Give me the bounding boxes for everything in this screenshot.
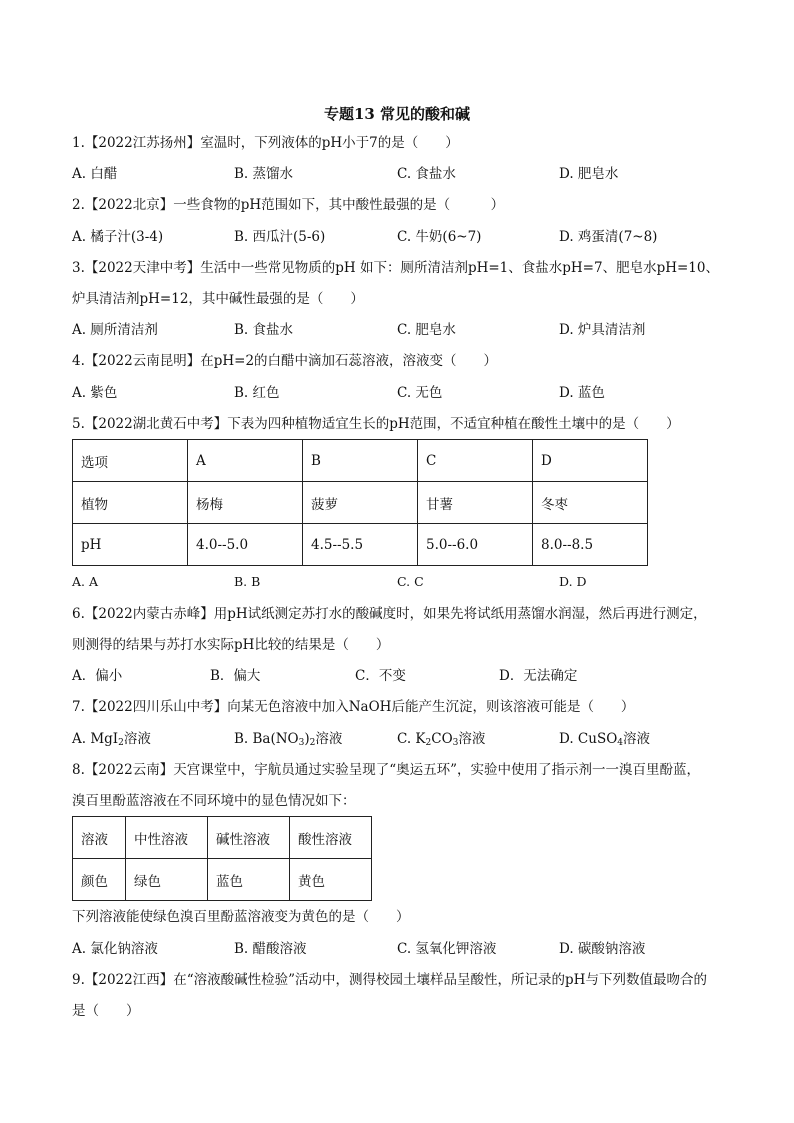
q4-option-b[interactable]: B. 红色 [234, 385, 280, 401]
q7-option-a-text: A. MgI [72, 731, 119, 747]
q5-table [72, 439, 648, 566]
subscript: 2 [425, 738, 432, 748]
table-cell: pH [73, 524, 188, 566]
q2-stem: 2.【2022北京】一些食物的pH范围如下，其中酸性最强的是（ ） [72, 197, 505, 213]
table-row [73, 524, 648, 566]
q7-option-d-text: D. CuSO [559, 731, 618, 747]
table-cell: 冬枣 [533, 482, 648, 524]
q3-option-a[interactable]: A. 厕所清洁剂 [72, 322, 158, 338]
q9-stem-line2: 是（ ） [72, 1003, 140, 1019]
q6-option-d[interactable]: D．无法确定 [499, 668, 578, 684]
q4-stem: 4.【2022云南昆明】在pH=2的白醋中滴加石蕊溶液，溶液变（ ） [72, 353, 498, 369]
table-cell: B [303, 440, 418, 482]
subscript: 2 [309, 738, 316, 748]
table-cell: 菠萝 [303, 482, 418, 524]
table-row [73, 859, 372, 901]
q2-option-b[interactable]: B. 西瓜汁(5-6) [234, 229, 326, 245]
table-cell: 5.0--6.0 [418, 524, 533, 566]
q7-option-c-mid: CO [431, 731, 453, 747]
table-cell: 中性溶液 [126, 817, 208, 859]
q9-stem-line1: 9.【2022江西】在“溶液酸碱性检验”活动中，测得校园土壤样品呈酸性，所记录的pH与下列数值最吻合的 [72, 972, 707, 988]
q6-stem-line1: 6.【2022内蒙古赤峰】用pH试纸测定苏打水的酸碱度时，如果先将试纸用蒸馏水润湿，然后再进行测定， [72, 606, 707, 622]
table-row [73, 482, 648, 524]
q6-option-a[interactable]: A．偏小 [72, 668, 123, 684]
q7-option-b-mid: ) [304, 731, 310, 747]
q7-option-c-suffix: 溶液 [458, 731, 486, 747]
q5-option-a[interactable]: A. A [72, 574, 99, 589]
q4-option-c[interactable]: C. 无色 [397, 385, 443, 401]
q7-stem: 7.【2022四川乐山中考】向某无色溶液中加入NaOH后能产生沉淀，则该溶液可能是（ ） [72, 699, 635, 715]
q8-table [72, 816, 372, 901]
q3-option-d[interactable]: D. 炉具清洁剂 [559, 322, 646, 338]
q3-stem-line1: 3.【2022天津中考】生活中一些常见物质的pH 如下：厕所清洁剂pH=1、食盐水pH=7、肥皂水pH=10、 [72, 260, 719, 276]
q8-option-c[interactable]: C. 氢氧化钾溶液 [397, 941, 497, 957]
q1-option-a[interactable]: A. 白醋 [72, 166, 118, 182]
q4-option-d[interactable]: D. 蓝色 [559, 385, 605, 401]
table-cell: A [188, 440, 303, 482]
q8-stem-line2: 溴百里酚蓝溶液在不同环境中的显色情况如下： [72, 793, 356, 809]
q8-question: 下列溶液能使绿色溴百里酚蓝溶液变为黄色的是（ ） [72, 909, 410, 925]
page-title: 专题13 常见的酸和碱 [323, 105, 471, 123]
q6-stem-line2: 则测得的结果与苏打水实际pH比较的结果是（ ） [72, 637, 390, 653]
q7-option-d-suffix: 溶液 [623, 731, 650, 747]
table-cell: 颜色 [73, 859, 126, 901]
q8-option-b[interactable]: B. 醋酸溶液 [234, 941, 307, 957]
q1-stem: 1.【2022江苏扬州】室温时，下列液体的pH小于7的是（ ） [72, 135, 459, 151]
q8-option-a[interactable]: A. 氯化钠溶液 [72, 941, 158, 957]
table-cell: D [533, 440, 648, 482]
table-cell: 黄色 [290, 859, 372, 901]
table-cell: 酸性溶液 [290, 817, 372, 859]
table-cell: 植物 [73, 482, 188, 524]
q7-option-d[interactable] [559, 729, 650, 749]
q2-option-c[interactable]: C. 牛奶(6~7) [397, 229, 482, 245]
q1-option-b[interactable]: B. 蒸馏水 [234, 166, 294, 182]
subscript: 3 [452, 738, 459, 748]
q2-option-d[interactable]: D. 鸡蛋清(7~8) [559, 229, 658, 245]
table-cell: 绿色 [126, 859, 208, 901]
table-cell: 甘薯 [418, 482, 533, 524]
subscript: 3 [298, 738, 305, 748]
q1-option-d[interactable]: D. 肥皂水 [559, 166, 619, 182]
table-cell: 4.5--5.5 [303, 524, 418, 566]
q7-option-b[interactable] [234, 729, 342, 749]
q5-stem: 5.【2022湖北黄石中考】下表为四种植物适宜生长的pH范围，不适宜种植在酸性土壤中的是（ ） [72, 416, 680, 432]
q6-option-b[interactable]: B．偏大 [210, 668, 261, 684]
q7-option-c-text: C. K [397, 731, 426, 747]
q3-option-c[interactable]: C. 肥皂水 [397, 322, 456, 338]
table-cell: 蓝色 [208, 859, 290, 901]
q7-option-b-suffix: 溶液 [315, 731, 343, 747]
table-cell: 碱性溶液 [208, 817, 290, 859]
q5-option-b[interactable]: B. B [234, 574, 261, 589]
table-cell: 杨梅 [188, 482, 303, 524]
q6-option-c[interactable]: C．不变 [355, 668, 406, 684]
table-cell: 溶液 [73, 817, 126, 859]
table-cell: 4.0--5.0 [188, 524, 303, 566]
subscript: 2 [118, 738, 124, 748]
q7-option-a-suffix: 溶液 [123, 731, 151, 747]
q7-option-c[interactable] [397, 729, 485, 749]
table-cell: C [418, 440, 533, 482]
q3-option-b[interactable]: B. 食盐水 [234, 322, 294, 338]
table-cell: 选项 [73, 440, 188, 482]
q8-option-d[interactable]: D. 碳酸钠溶液 [559, 941, 646, 957]
q5-option-c[interactable]: C. C [397, 574, 424, 589]
q2-option-a[interactable]: A. 橘子汁(3-4) [72, 229, 164, 245]
q5-option-d[interactable]: D. D [559, 574, 587, 589]
table-cell: 8.0--8.5 [533, 524, 648, 566]
table-row [73, 817, 372, 859]
q7-option-a[interactable] [72, 729, 151, 749]
q1-option-c[interactable]: C. 食盐水 [397, 166, 456, 182]
q4-option-a[interactable]: A. 紫色 [72, 385, 118, 401]
q7-option-b-text: B. Ba(NO [234, 731, 299, 747]
subscript: 4 [617, 738, 623, 748]
q8-stem-line1: 8.【2022云南】天宫课堂中，宇航员通过实验呈现了“奥运五环”，实验中使用了指示剂一一溴百里酚蓝， [72, 762, 701, 778]
table-row [73, 440, 648, 482]
q3-stem-line2: 炉具清洁剂pH=12，其中碱性最强的是（ ） [72, 291, 364, 307]
